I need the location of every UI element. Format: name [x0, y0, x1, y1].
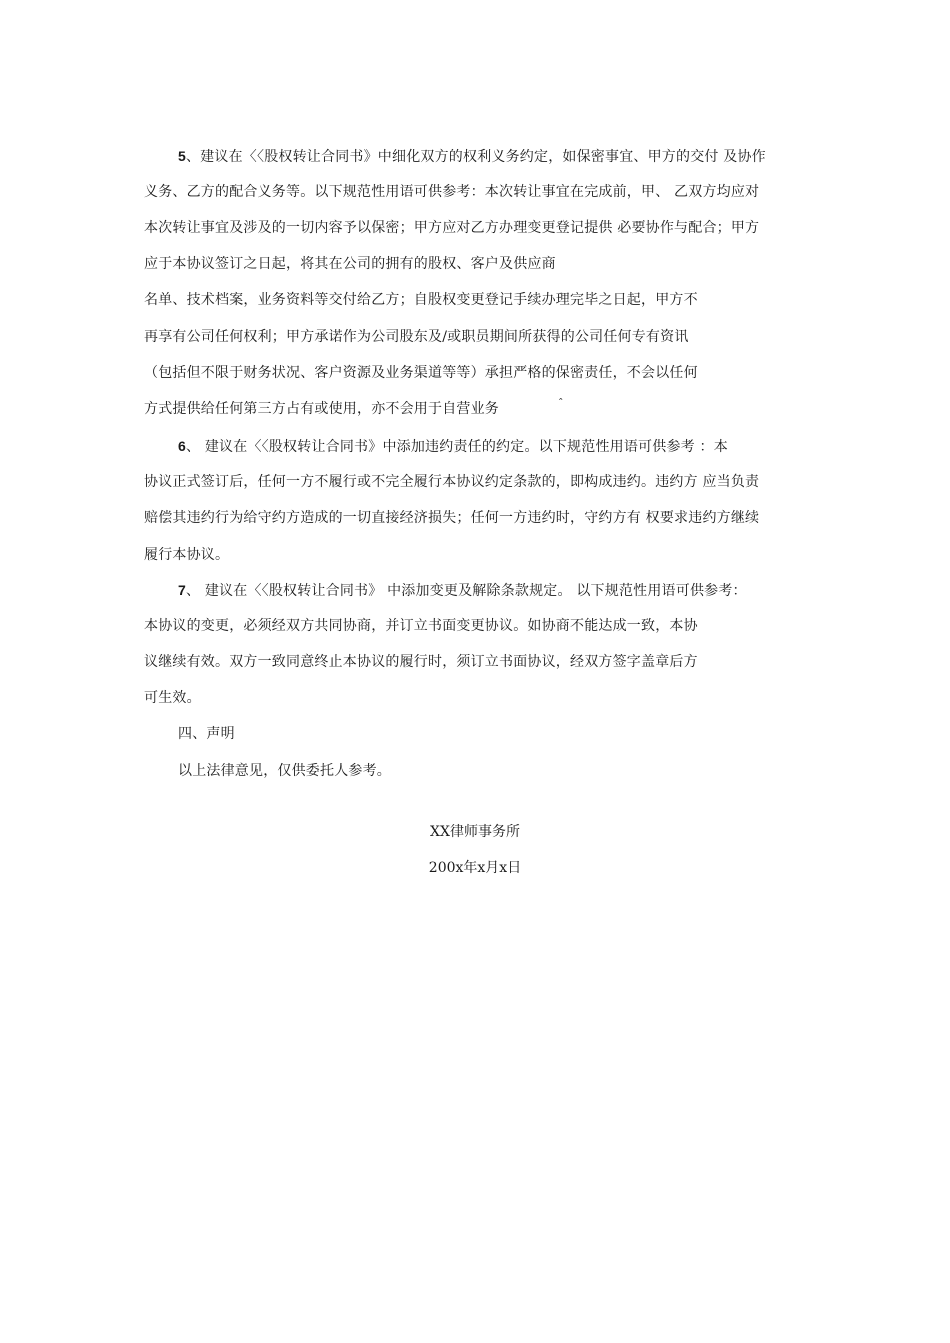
paragraph-6-line-2: 协议正式签订后，任何一方不履行或不完全履行本协议约定条款的，即构成违约。违约方 应当负责	[144, 474, 760, 490]
paragraph-6-line-4: 履行本协议。	[144, 547, 230, 563]
paragraph-5-number: 5	[178, 148, 186, 164]
paragraph-6-line-3: 赔偿其违约行为给守约方造成的一切直接经济损失；任何一方违约时，守约方有 权要求违约方继续	[144, 510, 760, 526]
paragraph-7-line-1: 7、 建议在〈〈股权转让合同书》 中添加变更及解除条款规定。 以下规范性用语可供参考：	[178, 582, 747, 599]
law-firm-name: XX律师事务所	[430, 824, 520, 840]
statement-text: 以上法律意见，仅供委托人参考。	[178, 763, 391, 779]
paragraph-5-line-7: （包括但不限于财务状况、客户资源及业务渠道等等）承担严格的保密责任，不会以任何	[144, 365, 698, 381]
paragraph-5-line-6: 再享有公司任何权利；甲方承诺作为公司股东及/或职员期间所获得的公司任何专有资讯	[144, 329, 689, 345]
paragraph-5-line-1: 5、建议在〈〈股权转让合同书》中细化双方的权利义务约定，如保密事宜、甲方的交付 及协作	[178, 148, 766, 165]
paragraph-5-line-8: 方式提供给任何第三方占有或使用，亦不会用于自营业务	[144, 401, 499, 417]
stray-caret-mark: ˆ	[558, 397, 564, 410]
paragraph-6-line-1: 6、 建议在〈〈股权转让合同书》中添加违约责任的约定。以下规范性用语可供参考 ：本	[178, 438, 728, 455]
paragraph-7-number: 7	[178, 582, 186, 598]
paragraph-6-number: 6	[178, 438, 186, 454]
paragraph-5-line-4: 应于本协议签订之日起，将其在公司的拥有的股权、客户及供应商	[144, 256, 556, 272]
paragraph-7-line-4: 可生效。	[144, 690, 201, 706]
paragraph-5-line-2: 义务、乙方的配合义务等。以下规范性用语可供参考：本次转让事宜在完成前，甲、 乙双方均应对	[144, 184, 760, 200]
paragraph-5-line-3: 本次转让事宜及涉及的一切内容予以保密；甲方应对乙方办理变更登记提供 必要协作与配合；甲方	[144, 220, 760, 236]
signature-date: 200x年x月x日	[428, 860, 522, 876]
paragraph-5-line-5: 名单、技术档案，业务资料等交付给乙方；自股权变更登记手续办理完毕之日起，甲方不	[144, 292, 698, 308]
paragraph-7-line-3: 议继续有效。双方一致同意终止本协议的履行时，须订立书面协议，经双方签字盖章后方	[144, 654, 698, 670]
paragraph-7-line-2: 本协议的变更，必须经双方共同协商，并订立书面变更协议。如协商不能达成一致，本协	[144, 618, 698, 634]
section-heading: 四、声明	[178, 726, 235, 742]
